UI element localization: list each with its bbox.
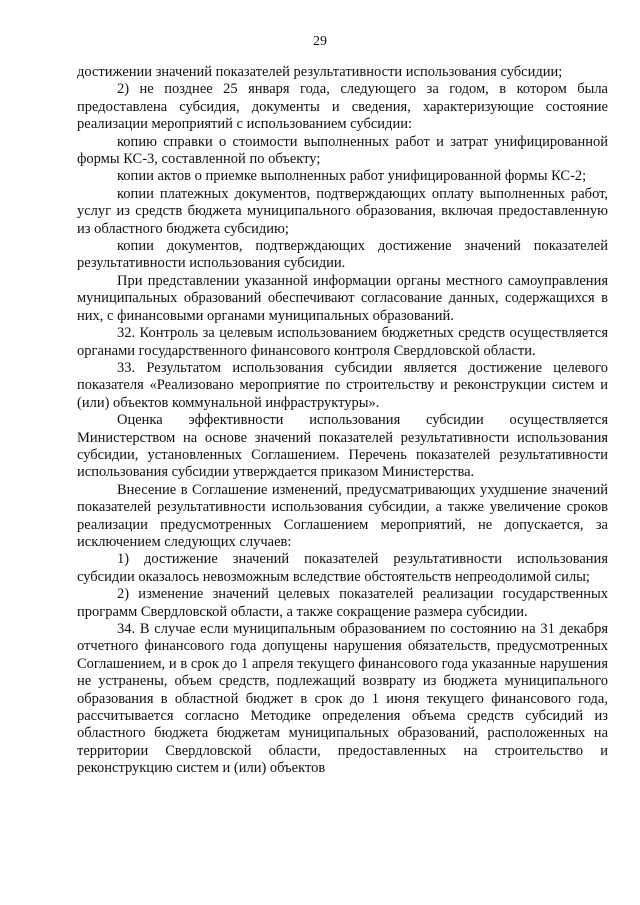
paragraph: Оценка эффективности использования субсидии осуществляется Министерством на основе значений показателей результативности использования субсидии, установленных Соглашением. Перечень показателей результативности использования субсидии утверждается приказом Министерства. <box>77 412 608 481</box>
document-body <box>77 64 608 778</box>
paragraph: копии актов о приемке выполненных работ унифицированной формы КС-2; <box>117 168 587 185</box>
paragraph: копию справки о стоимости выполненных работ и затрат унифицированной формы КС-3, составленной по объекту; <box>77 133 608 168</box>
paragraph: 33. Результатом использования субсидии является достижение целевого показателя «Реализовано мероприятие по строительству и реконструкции систем и (или) объектов коммунальной инфраструктуры». <box>77 359 608 411</box>
paragraph: достижении значений показателей результативности использования субсидии; <box>77 64 563 80</box>
page-number: 29 <box>313 34 327 49</box>
paragraph: 32. Контроль за целевым использованием бюджетных средств осуществляется органами государственного финансового контроля Свердловской области. <box>77 325 608 359</box>
paragraph: 2) не позднее 25 января года, следующего за годом, в котором была предоставлена субсидия, документы и сведения, характеризующие состояние реализации мероприятий с использованием субсидии: <box>77 81 608 133</box>
paragraph: 1) достижение значений показателей результативности использования субсидии оказалось невозможным вследствие обстоятельств непреодолимой силы; <box>77 551 608 585</box>
paragraph: При представлении указанной информации органы местного самоуправления муниципальных образований обеспечивают согласование данных, содержащихся в них, с финансовыми органами муниципальных образований. <box>77 272 608 324</box>
paragraph: 2) изменение значений целевых показателей реализации государственных программ Свердловской области, а также сокращение размера субсидии. <box>77 586 608 620</box>
paragraph: копии документов, подтверждающих достижение значений показателей результативности использования субсидии. <box>77 238 608 272</box>
paragraph: Внесение в Соглашение изменений, предусматривающих ухудшение значений показателей результативности использования субсидии, а также увеличение сроков реализации предусмотренных Соглашением мероприятий, не допускается, за исключением следующих случаев: <box>77 481 608 550</box>
paragraph: 34. В случае если муниципальным образованием по состоянию на 31 декабря отчетного финансового года допущены нарушения обязательств, предусмотренных Соглашением, и в срок до 1 апреля текущего финансового года указанные нарушения не устранены, объем средств, подлежащий возврату из бюджета муниципального образования в областной бюджет в срок до 1 июня текущего финансового года, рассчитывается согласно Методике определения объема средств субсидий из областного бюджета бюджетам муниципальных образований, расположенных на территории Свердловской области, предоставленных на строительство и реконструкцию систем и (или) объектов <box>77 621 608 777</box>
paragraph: копии платежных документов, подтверждающих оплату выполненных работ, услуг из средств бюджета муниципального образования, включая предоставленную из областного бюджета субсидию; <box>77 185 608 237</box>
